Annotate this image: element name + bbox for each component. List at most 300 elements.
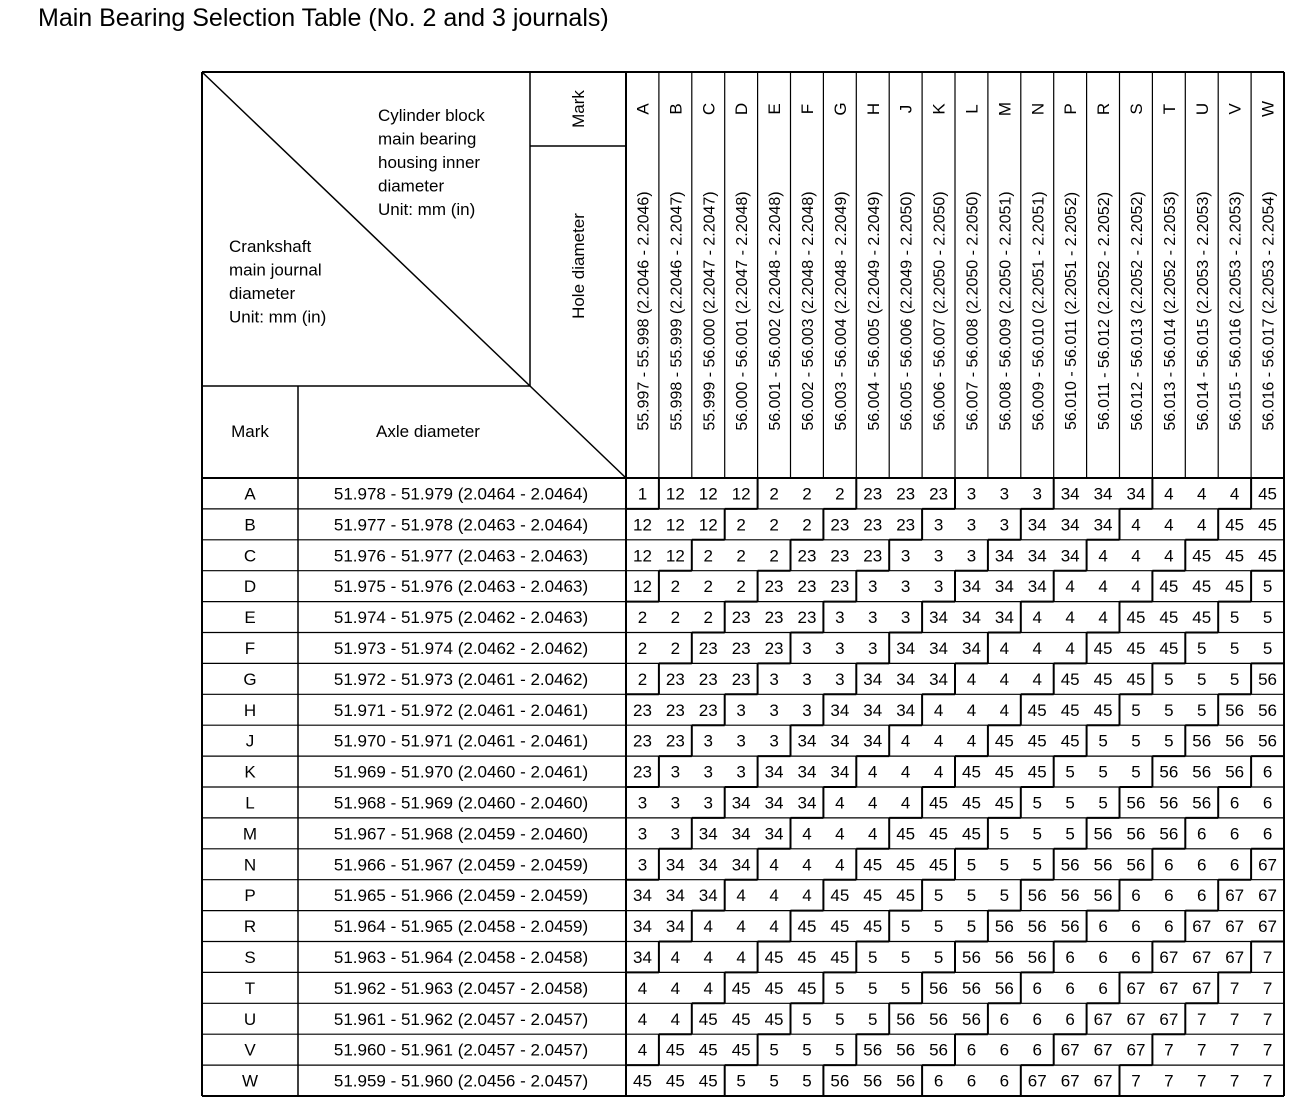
bearing-grade-cell: 56 xyxy=(1225,731,1245,751)
column-mark: R xyxy=(1094,102,1114,116)
bearing-grade-cell: 7 xyxy=(1262,1009,1273,1029)
row-axle-diameter: 51.965 - 51.966 (2.0459 - 2.0459) xyxy=(333,886,589,906)
column-mark: U xyxy=(1192,102,1212,116)
bearing-grade-cell: 4 xyxy=(1065,577,1075,597)
column-hole-diameter: 56.002 - 56.003 (2.2048 - 2.2048) xyxy=(799,191,817,431)
bearing-grade-cell: 5 xyxy=(999,886,1010,906)
bearing-grade-cell: 4 xyxy=(933,762,944,782)
bearing-grade-cell: 34 xyxy=(764,824,784,844)
bearing-grade-cell: 34 xyxy=(896,638,916,658)
bearing-grade-cell: 34 xyxy=(994,608,1014,628)
bearing-grade-cell: 67 xyxy=(1258,886,1278,906)
row-axle-diameter: 51.967 - 51.968 (2.0459 - 2.0460) xyxy=(333,824,589,844)
bearing-grade-cell: 5 xyxy=(900,917,911,937)
bearing-grade-cell: 6 xyxy=(1262,824,1273,844)
bearing-grade-cell: 56 xyxy=(1027,947,1047,967)
bearing-grade-cell: 34 xyxy=(929,669,949,689)
bearing-grade-cell: 45 xyxy=(1060,669,1080,689)
bearing-grade-cell: 4 xyxy=(1197,484,1207,504)
block-diameter-label: housing inner xyxy=(378,153,481,172)
bearing-grade-cell: 5 xyxy=(868,947,878,967)
bearing-grade-cell: 3 xyxy=(769,731,779,751)
bearing-grade-cell: 23 xyxy=(665,669,685,689)
bearing-grade-cell: 2 xyxy=(670,638,681,658)
bearing-grade-cell: 5 xyxy=(1262,577,1273,597)
bearing-grade-cell: 45 xyxy=(896,824,916,844)
bearing-grade-cell: 5 xyxy=(802,1009,812,1029)
bearing-grade-cell: 3 xyxy=(900,577,911,597)
bearing-grade-cell: 45 xyxy=(1093,638,1113,658)
bearing-grade-cell: 23 xyxy=(797,577,817,597)
bearing-grade-cell: 5 xyxy=(1197,700,1207,720)
bearing-grade-cell: 3 xyxy=(835,608,845,628)
bearing-grade-cell: 45 xyxy=(961,824,981,844)
bearing-grade-cell: 3 xyxy=(670,793,681,813)
bearing-grade-cell: 45 xyxy=(1126,638,1146,658)
bearing-grade-cell: 34 xyxy=(698,886,718,906)
column-hole-diameter: 56.010 - 56.011 (2.2051 - 2.2052) xyxy=(1063,191,1081,431)
bearing-grade-cell: 6 xyxy=(933,1071,944,1091)
column-mark: C xyxy=(699,102,719,116)
row-axle-diameter: 51.964 - 51.965 (2.0458 - 2.0459) xyxy=(333,917,589,937)
row-mark: P xyxy=(244,886,256,906)
bearing-grade-cell: 7 xyxy=(1262,978,1273,998)
column-mark: V xyxy=(1225,103,1245,115)
bearing-grade-cell: 45 xyxy=(830,947,850,967)
bearing-grade-cell: 45 xyxy=(797,978,817,998)
bearing-grade-cell: 5 xyxy=(933,886,944,906)
crankshaft-diameter-label: main journal xyxy=(229,260,322,280)
bearing-grade-cell: 4 xyxy=(670,978,681,998)
column-hole-diameter: 56.013 - 56.014 (2.2052 - 2.2053) xyxy=(1161,191,1179,431)
bearing-grade-cell: 6 xyxy=(1197,824,1207,844)
bearing-grade-cell: 34 xyxy=(1027,515,1047,535)
bearing-grade-cell: 4 xyxy=(637,1009,648,1029)
column-hole-diameter: 56.005 - 56.006 (2.2049 - 2.2050) xyxy=(898,191,916,431)
bearing-grade-cell: 6 xyxy=(1229,793,1240,813)
bearing-grade-cell: 45 xyxy=(929,855,949,875)
bearing-grade-cell: 2 xyxy=(637,638,648,658)
bearing-grade-cell: 67 xyxy=(1093,1009,1113,1029)
bearing-grade-cell: 5 xyxy=(900,947,911,967)
bearing-grade-cell: 56 xyxy=(896,1071,916,1091)
bearing-grade-cell: 45 xyxy=(929,824,949,844)
bearing-grade-cell: 5 xyxy=(1164,700,1174,720)
bearing-grade-cell: 4 xyxy=(1164,515,1174,535)
bearing-grade-cell: 23 xyxy=(863,484,883,504)
bearing-grade-cell: 56 xyxy=(1258,700,1278,720)
bearing-grade-cell: 3 xyxy=(999,515,1010,535)
bearing-grade-cell: 6 xyxy=(1065,978,1075,998)
bearing-grade-cell: 4 xyxy=(835,855,845,875)
bearing-grade-cell: 5 xyxy=(933,947,944,967)
bearing-grade-cell: 56 xyxy=(1126,824,1146,844)
block-diameter-label: main bearing xyxy=(378,129,477,149)
bearing-grade-cell: 34 xyxy=(1027,577,1047,597)
bearing-grade-cell: 56 xyxy=(863,1040,883,1060)
bearing-grade-cell: 34 xyxy=(830,700,850,720)
bearing-grade-cell: 3 xyxy=(933,546,944,566)
bearing-grade-cell: 34 xyxy=(764,793,784,813)
bearing-grade-cell: 7 xyxy=(1131,1071,1141,1091)
bearing-grade-cell: 56 xyxy=(961,947,981,967)
bearing-grade-cell: 45 xyxy=(632,1071,652,1091)
bearing-grade-cell: 4 xyxy=(933,700,944,720)
bearing-grade-cell: 56 xyxy=(1060,886,1080,906)
bearing-grade-cell: 34 xyxy=(994,577,1014,597)
bearing-grade-cell: 7 xyxy=(1197,1040,1207,1060)
bearing-grade-cell: 6 xyxy=(1164,917,1174,937)
bearing-grade-cell: 34 xyxy=(896,700,916,720)
column-hole-diameter: 56.007 - 56.008 (2.2050 - 2.2050) xyxy=(964,191,982,431)
bearing-grade-cell: 45 xyxy=(797,917,817,937)
bearing-grade-cell: 3 xyxy=(670,762,681,782)
bearing-grade-cell: 2 xyxy=(736,577,746,597)
bearing-grade-cell: 5 xyxy=(1197,638,1207,658)
bearing-grade-cell: 7 xyxy=(1197,1071,1207,1091)
bearing-grade-cell: 45 xyxy=(896,886,916,906)
column-mark: W xyxy=(1258,100,1278,118)
bearing-grade-cell: 5 xyxy=(1065,793,1075,813)
bearing-grade-cell: 5 xyxy=(1131,762,1141,782)
bearing-grade-cell: 5 xyxy=(1229,669,1240,689)
bearing-grade-cell: 23 xyxy=(632,762,652,782)
bearing-grade-cell: 23 xyxy=(896,484,916,504)
bearing-grade-cell: 45 xyxy=(994,762,1014,782)
bearing-grade-cell: 3 xyxy=(637,855,648,875)
column-hole-diameter: 56.011 - 56.012 (2.2052 - 2.2052) xyxy=(1096,191,1114,431)
bearing-grade-cell: 23 xyxy=(797,608,817,628)
bearing-grade-cell: 5 xyxy=(835,1009,845,1029)
bearing-grade-cell: 6 xyxy=(1131,917,1141,937)
bearing-grade-cell: 56 xyxy=(1159,793,1179,813)
bearing-grade-cell: 4 xyxy=(868,824,878,844)
bearing-grade-cell: 34 xyxy=(994,546,1014,566)
bearing-grade-cell: 5 xyxy=(1065,824,1075,844)
bearing-grade-cell: 2 xyxy=(769,546,779,566)
bearing-grade-cell: 7 xyxy=(1229,1040,1240,1060)
column-mark: S xyxy=(1126,103,1146,115)
bearing-grade-cell: 23 xyxy=(863,515,883,535)
bearing-grade-cell: 56 xyxy=(1192,793,1212,813)
bearing-grade-cell: 45 xyxy=(863,886,883,906)
bearing-grade-cell: 45 xyxy=(1192,546,1212,566)
bearing-grade-cell: 45 xyxy=(1027,700,1047,720)
bearing-grade-cell: 56 xyxy=(961,1009,981,1029)
bearing-grade-cell: 56 xyxy=(994,947,1014,967)
bearing-grade-cell: 34 xyxy=(830,731,850,751)
bearing-grade-cell: 45 xyxy=(1159,638,1179,658)
bearing-grade-cell: 67 xyxy=(1093,1071,1113,1091)
bearing-grade-cell: 45 xyxy=(1060,700,1080,720)
bearing-grade-cell: 23 xyxy=(830,546,850,566)
bearing-grade-cell: 7 xyxy=(1229,1071,1240,1091)
bearing-grade-cell: 67 xyxy=(1027,1071,1047,1091)
bearing-grade-cell: 34 xyxy=(665,917,685,937)
bearing-grade-cell: 5 xyxy=(1164,731,1174,751)
block-diameter-label: Unit: mm (in) xyxy=(378,200,476,219)
bearing-grade-cell: 5 xyxy=(999,855,1010,875)
bearing-grade-cell: 2 xyxy=(802,515,812,535)
bearing-grade-cell: 2 xyxy=(769,484,779,504)
bearing-grade-cell: 7 xyxy=(1262,1040,1273,1060)
column-mark: D xyxy=(732,102,752,116)
bearing-grade-cell: 3 xyxy=(868,638,878,658)
bearing-grade-cell: 6 xyxy=(1032,978,1042,998)
bearing-grade-cell: 34 xyxy=(961,608,981,628)
bearing-grade-cell: 56 xyxy=(961,978,981,998)
row-mark: H xyxy=(243,700,257,720)
bearing-grade-cell: 45 xyxy=(1258,484,1278,504)
bearing-grade-cell: 4 xyxy=(1098,608,1108,628)
bearing-grade-cell: 45 xyxy=(698,1071,718,1091)
bearing-grade-cell: 7 xyxy=(1229,978,1240,998)
bearing-grade-cell: 3 xyxy=(736,731,746,751)
row-mark: M xyxy=(242,824,258,844)
column-mark: M xyxy=(995,101,1015,117)
row-mark: K xyxy=(244,762,256,782)
row-axle-diameter: 51.973 - 51.974 (2.0462 - 2.0462) xyxy=(333,638,589,658)
bearing-grade-cell: 2 xyxy=(637,669,648,689)
bearing-grade-cell: 34 xyxy=(961,577,981,597)
bearing-grade-cell: 56 xyxy=(1258,731,1278,751)
bearing-grade-cell: 45 xyxy=(1258,546,1278,566)
bearing-grade-cell: 45 xyxy=(994,793,1014,813)
bearing-grade-cell: 45 xyxy=(994,731,1014,751)
row-axle-diameter: 51.977 - 51.978 (2.0463 - 2.0464) xyxy=(333,515,589,535)
bearing-grade-cell: 7 xyxy=(1197,1009,1207,1029)
bearing-grade-cell: 45 xyxy=(830,917,850,937)
bearing-grade-cell: 2 xyxy=(703,546,713,566)
column-hole-diameter: 55.999 - 56.000 (2.2047 - 2.2047) xyxy=(701,191,719,431)
bearing-grade-cell: 4 xyxy=(900,762,911,782)
bearing-grade-cell: 6 xyxy=(1164,855,1174,875)
bearing-grade-cell: 6 xyxy=(1065,1009,1075,1029)
bearing-grade-cell: 4 xyxy=(703,947,713,967)
bearing-grade-cell: 34 xyxy=(665,886,685,906)
column-mark: F xyxy=(797,103,817,115)
bearing-grade-cell: 5 xyxy=(1229,608,1240,628)
bearing-grade-cell: 56 xyxy=(1192,762,1212,782)
bearing-grade-cell: 5 xyxy=(1032,855,1042,875)
bearing-grade-cell: 67 xyxy=(1258,855,1278,875)
bearing-grade-cell: 4 xyxy=(802,886,812,906)
bearing-grade-cell: 56 xyxy=(1225,762,1245,782)
bearing-grade-cell: 3 xyxy=(736,762,746,782)
bearing-grade-cell: 34 xyxy=(764,762,784,782)
bearing-grade-cell: 45 xyxy=(731,978,751,998)
bearing-grade-cell: 45 xyxy=(698,1040,718,1060)
bearing-grade-cell: 4 xyxy=(999,638,1010,658)
bearing-grade-cell: 12 xyxy=(665,515,685,535)
bearing-grade-cell: 45 xyxy=(1159,577,1179,597)
row-axle-diameter: 51.962 - 51.963 (2.0457 - 2.0458) xyxy=(333,978,589,998)
bearing-grade-cell: 45 xyxy=(830,886,850,906)
block-diameter-label: Cylinder block xyxy=(378,106,485,125)
row-mark: R xyxy=(243,917,257,937)
bearing-grade-cell: 45 xyxy=(863,917,883,937)
bearing-grade-cell: 6 xyxy=(1229,824,1240,844)
bearing-grade-cell: 56 xyxy=(1159,824,1179,844)
bearing-grade-cell: 45 xyxy=(1225,577,1245,597)
bearing-grade-cell: 3 xyxy=(637,793,648,813)
bearing-grade-cell: 34 xyxy=(929,608,949,628)
bearing-grade-cell: 3 xyxy=(933,515,944,535)
column-hole-diameter: 56.009 - 56.010 (2.2051 - 2.2051) xyxy=(1030,191,1048,431)
bearing-grade-cell: 4 xyxy=(769,917,779,937)
bearing-grade-cell: 3 xyxy=(736,700,746,720)
bearing-grade-cell: 34 xyxy=(830,762,850,782)
column-hole-diameter: 56.012 - 56.013 (2.2052 - 2.2052) xyxy=(1128,191,1146,431)
bearing-grade-cell: 56 xyxy=(1027,886,1047,906)
bearing-grade-cell: 3 xyxy=(670,824,681,844)
bearing-grade-cell: 6 xyxy=(1065,947,1075,967)
row-mark: S xyxy=(244,947,256,967)
bearing-grade-cell: 3 xyxy=(769,669,779,689)
bearing-grade-cell: 3 xyxy=(769,700,779,720)
bearing-grade-cell: 34 xyxy=(863,731,883,751)
bearing-grade-cell: 5 xyxy=(1164,669,1174,689)
bearing-grade-cell: 4 xyxy=(1065,638,1075,658)
bearing-grade-cell: 6 xyxy=(1032,1040,1042,1060)
bearing-grade-cell: 23 xyxy=(896,515,916,535)
column-hole-diameter: 56.015 - 56.016 (2.2053 - 2.2053) xyxy=(1227,191,1245,431)
bearing-grade-cell: 67 xyxy=(1225,947,1245,967)
bearing-grade-cell: 34 xyxy=(863,669,883,689)
bearing-grade-cell: 56 xyxy=(1225,700,1245,720)
bearing-grade-cell: 45 xyxy=(1093,669,1113,689)
bearing-grade-cell: 34 xyxy=(1126,484,1146,504)
bearing-grade-cell: 45 xyxy=(764,1009,784,1029)
bearing-grade-cell: 4 xyxy=(1065,608,1075,628)
bearing-grade-cell: 5 xyxy=(1065,762,1075,782)
row-axle-diameter: 51.966 - 51.967 (2.0459 - 2.0459) xyxy=(333,855,589,875)
bearing-grade-cell: 67 xyxy=(1192,917,1212,937)
bearing-grade-cell: 3 xyxy=(703,793,713,813)
bearing-grade-cell: 34 xyxy=(1060,484,1080,504)
bearing-grade-cell: 56 xyxy=(1093,824,1113,844)
row-mark: J xyxy=(245,731,255,751)
bearing-grade-cell: 56 xyxy=(896,1009,916,1029)
column-mark: L xyxy=(962,104,982,114)
bearing-grade-cell: 5 xyxy=(868,978,878,998)
bearing-grade-cell: 4 xyxy=(1131,546,1141,566)
bearing-grade-cell: 4 xyxy=(769,886,779,906)
bearing-grade-cell: 6 xyxy=(1098,917,1108,937)
bearing-grade-cell: 45 xyxy=(1225,546,1245,566)
bearing-grade-cell: 4 xyxy=(1229,484,1240,504)
bearing-grade-cell: 7 xyxy=(1262,1071,1273,1091)
column-mark: T xyxy=(1159,103,1179,115)
bearing-grade-cell: 4 xyxy=(999,669,1010,689)
bearing-grade-cell: 6 xyxy=(1131,947,1141,967)
bearing-grade-cell: 56 xyxy=(1027,917,1047,937)
bearing-grade-cell: 4 xyxy=(900,731,911,751)
row-mark: W xyxy=(241,1071,259,1091)
row-axle-diameter: 51.960 - 51.961 (2.0457 - 2.0457) xyxy=(333,1040,589,1060)
bearing-grade-cell: 5 xyxy=(1229,638,1240,658)
column-hole-diameter: 56.008 - 56.009 (2.2050 - 2.2051) xyxy=(997,191,1015,431)
bearing-grade-cell: 45 xyxy=(1093,700,1113,720)
bearing-grade-cell: 6 xyxy=(1032,1009,1042,1029)
bearing-grade-cell: 34 xyxy=(797,793,817,813)
bearing-grade-cell: 34 xyxy=(665,855,685,875)
bearing-grade-cell: 3 xyxy=(703,731,713,751)
bearing-grade-cell: 67 xyxy=(1192,978,1212,998)
column-hole-diameter: 56.006 - 56.007 (2.2050 - 2.2050) xyxy=(931,191,949,431)
bearing-grade-cell: 56 xyxy=(1060,855,1080,875)
bearing-grade-cell: 5 xyxy=(1131,731,1141,751)
bearing-grade-cell: 12 xyxy=(632,515,652,535)
bearing-grade-cell: 34 xyxy=(929,638,949,658)
bearing-grade-cell: 3 xyxy=(868,608,878,628)
bearing-grade-cell: 5 xyxy=(900,978,911,998)
bearing-grade-cell: 56 xyxy=(929,1040,949,1060)
bearing-grade-cell: 4 xyxy=(1197,515,1207,535)
bearing-grade-cell: 6 xyxy=(1131,886,1141,906)
bearing-grade-cell: 45 xyxy=(731,1009,751,1029)
bearing-grade-cell: 4 xyxy=(802,824,812,844)
bearing-grade-cell: 6 xyxy=(1197,855,1207,875)
bearing-grade-cell: 34 xyxy=(698,855,718,875)
bearing-grade-cell: 5 xyxy=(1032,793,1042,813)
bearing-grade-cell: 5 xyxy=(1262,608,1273,628)
bearing-grade-cell: 3 xyxy=(835,638,845,658)
bearing-grade-cell: 5 xyxy=(999,824,1010,844)
column-hole-diameter: 56.014 - 56.015 (2.2053 - 2.2053) xyxy=(1194,191,1212,431)
column-mark: P xyxy=(1061,103,1081,115)
bearing-grade-cell: 4 xyxy=(868,793,878,813)
bearing-grade-cell: 23 xyxy=(665,700,685,720)
row-mark: G xyxy=(243,669,257,689)
bearing-grade-cell: 6 xyxy=(966,1040,977,1060)
bearing-grade-cell: 45 xyxy=(698,1009,718,1029)
bearing-grade-cell: 4 xyxy=(900,793,911,813)
bearing-grade-cell: 34 xyxy=(797,762,817,782)
bearing-grade-cell: 56 xyxy=(863,1071,883,1091)
bearing-grade-cell: 12 xyxy=(698,515,718,535)
bearing-grade-cell: 4 xyxy=(736,886,746,906)
row-mark: N xyxy=(243,855,257,875)
bearing-grade-cell: 5 xyxy=(769,1071,779,1091)
row-mark: T xyxy=(244,978,256,998)
column-mark: N xyxy=(1028,102,1048,116)
bearing-grade-cell: 6 xyxy=(1164,886,1174,906)
bearing-grade-cell: 34 xyxy=(797,731,817,751)
bearing-grade-cell: 5 xyxy=(1098,793,1108,813)
bearing-grade-cell: 23 xyxy=(797,546,817,566)
row-mark: E xyxy=(244,608,256,628)
bearing-grade-cell: 3 xyxy=(966,515,977,535)
block-diameter-label: diameter xyxy=(378,176,445,196)
bearing-grade-cell: 67 xyxy=(1060,1071,1080,1091)
bearing-grade-cell: 56 xyxy=(1192,731,1212,751)
header-diagonal-2 xyxy=(530,386,626,478)
bearing-grade-cell: 67 xyxy=(1126,1040,1146,1060)
bearing-grade-cell: 67 xyxy=(1225,917,1245,937)
bearing-grade-cell: 56 xyxy=(896,1040,916,1060)
bearing-grade-cell: 67 xyxy=(1126,1009,1146,1029)
bearing-grade-cell: 4 xyxy=(835,793,845,813)
bearing-grade-cell: 56 xyxy=(929,978,949,998)
bearing-grade-cell: 23 xyxy=(632,731,652,751)
bearing-grade-cell: 6 xyxy=(1098,978,1108,998)
bearing-grade-cell: 23 xyxy=(863,546,883,566)
bearing-grade-cell: 45 xyxy=(1225,515,1245,535)
row-mark: D xyxy=(243,577,257,597)
bearing-grade-cell: 67 xyxy=(1159,978,1179,998)
bearing-grade-cell: 56 xyxy=(994,917,1014,937)
